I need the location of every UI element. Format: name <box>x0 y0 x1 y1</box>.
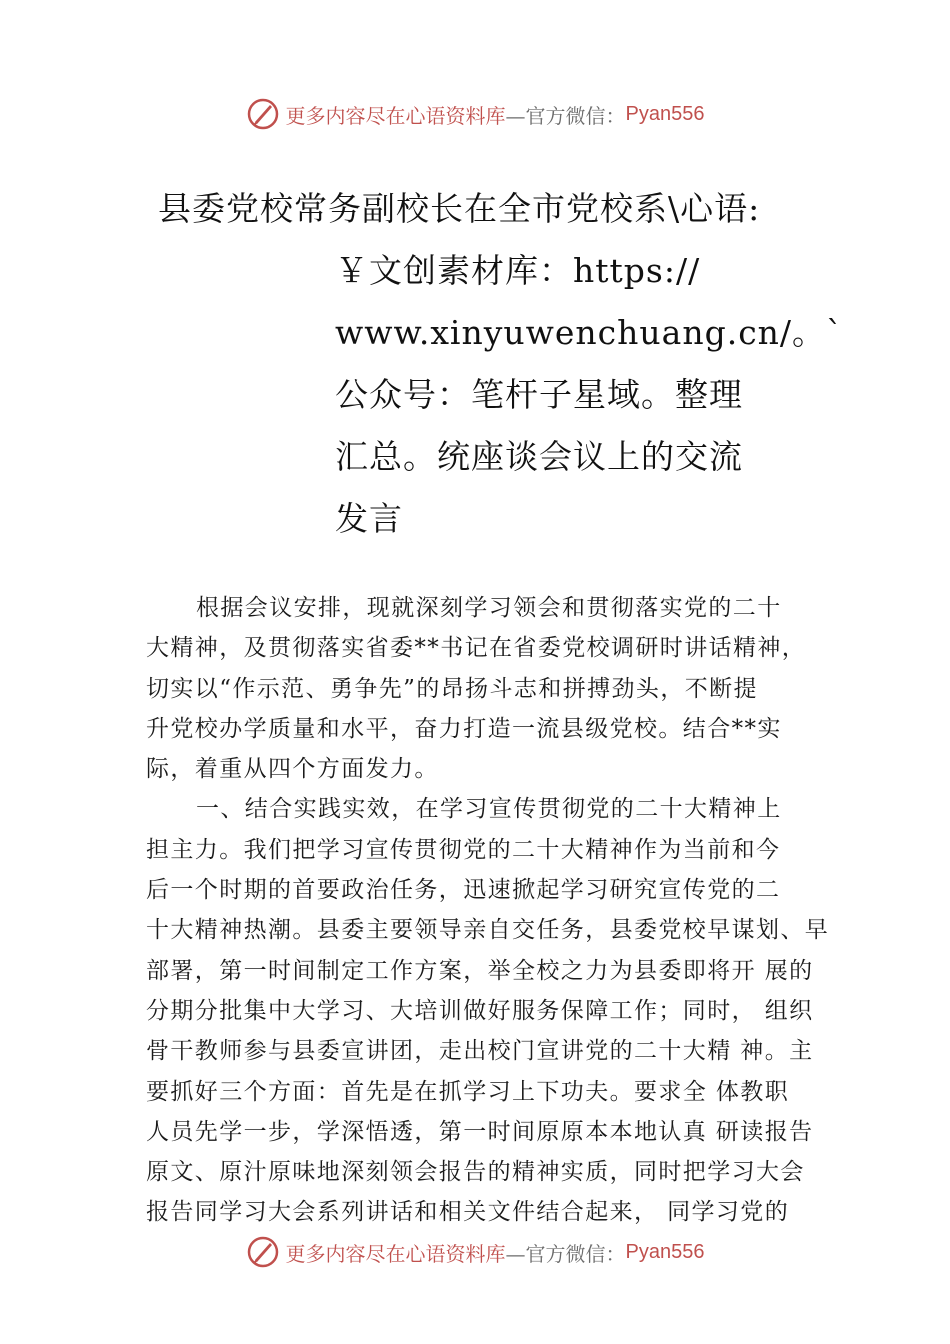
title-line-5: 汇总。统座谈会议上的交流 <box>335 437 743 476</box>
body-line: 切实以“作示范、勇争先”的昂扬斗志和拼搏劲头，不断提 <box>146 675 758 702</box>
body-line: 际，着重从四个方面发力。 <box>146 756 439 783</box>
body-line: 人员先学一步，学深悟透，第一时间原原本本地认真 研读报告 <box>146 1118 814 1145</box>
body-line: 骨干教师参与县委宣讲团，走出校门宣讲党的二十大精 神。主 <box>146 1038 814 1065</box>
footer-watermark-banner <box>0 1232 950 1272</box>
title-line-2: ￥文创素材库：https:// <box>335 251 701 290</box>
body-line: 大精神，及贯彻落实省委**书记在省委党校调研时讲话精神， <box>146 635 807 662</box>
document-body <box>146 588 836 1233</box>
title-line-4: 公众号：笔杆子星域。整理 <box>335 375 743 414</box>
banner-text: 更多内容尽在心语资料库 <box>285 1241 506 1266</box>
banner-wechat-id: Pyan556 <box>625 1240 705 1263</box>
body-line: 分期分批集中大学习、大培训做好服务保障工作；同时， 组织 <box>146 997 814 1024</box>
banner-separator: —官方微信： <box>505 1241 626 1266</box>
body-line: 部署，第一时间制定工作方案，举全校之力为县委即将开 展的 <box>146 957 814 984</box>
body-line: 十大精神热潮。县委主要领导亲自交任务，县委党校早谋划、早 <box>146 917 830 944</box>
banner-text: 更多内容尽在心语资料库 <box>285 103 506 128</box>
body-line: 根据会议安排，现就深刻学习领会和贯彻落实党的二十 <box>196 595 782 621</box>
header-watermark-banner <box>0 94 950 134</box>
body-line: 原文、原汁原味地深刻领会报告的精神实质，同时把学习大会 <box>146 1159 805 1186</box>
body-line: 升党校办学质量和水平，奋力打造一流县级党校。结合**实 <box>146 715 782 742</box>
body-line: 报告同学习大会系列讲话和相关文件结合起来， 同学习党的 <box>146 1199 790 1226</box>
quill-logo-icon <box>246 1235 280 1269</box>
body-line: 后一个时期的首要政治任务，迅速掀起学习研究宣传党的二 <box>146 877 781 904</box>
banner-wechat-id: Pyan556 <box>625 102 705 125</box>
title-line-1: 县委党校常务副校长在全市党校系\心语: <box>158 189 761 228</box>
banner-separator: —官方微信： <box>505 103 626 128</box>
body-line: 要抓好三个方面：首先是在抓学习上下功夫。要求全 体教职 <box>146 1078 790 1105</box>
title-line-3: www.xinyuwenchuang.cn/。` <box>335 313 844 352</box>
quill-logo-icon <box>246 97 280 131</box>
title-line-6: 发言 <box>335 499 403 538</box>
body-line: 担主力。我们把学习宣传贯彻党的二十大精神作为当前和今 <box>146 836 781 863</box>
body-line: 一、结合实践实效，在学习宣传贯彻党的二十大精神上 <box>196 796 782 823</box>
